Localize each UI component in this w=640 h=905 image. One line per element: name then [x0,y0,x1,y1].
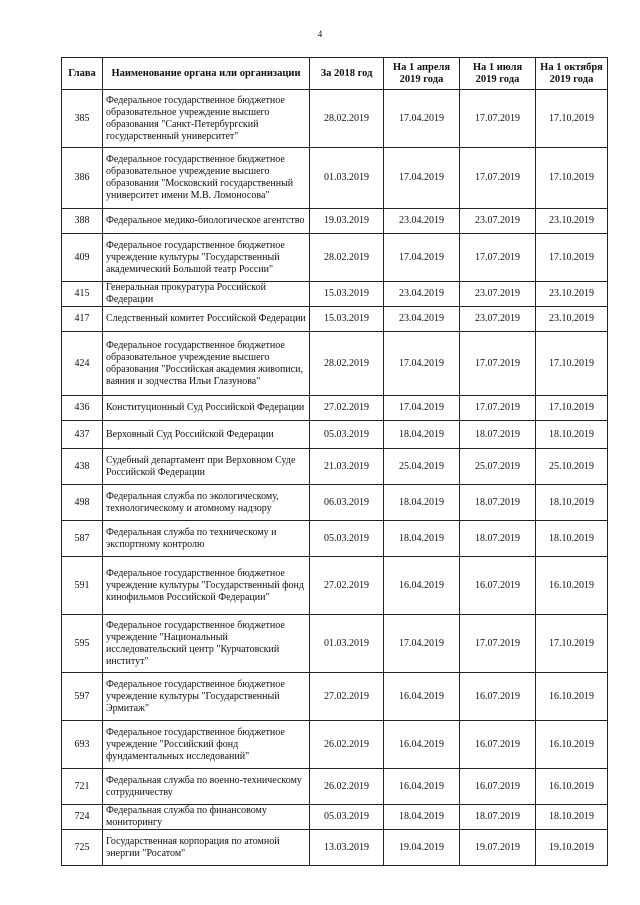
date-july: 18.07.2019 [460,521,536,557]
date-april: 16.04.2019 [384,769,460,805]
date-july: 23.07.2019 [460,209,536,234]
chapter-code: 388 [62,209,103,234]
organization-name: Государственная корпорация по атомной энергии "Росатом" [103,830,310,866]
date-october: 17.10.2019 [536,234,608,282]
table-row [62,307,608,332]
date-july: 19.07.2019 [460,830,536,866]
date-april: 23.04.2019 [384,307,460,332]
page-number: 4 [317,29,323,39]
date-april: 23.04.2019 [384,209,460,234]
date-october: 17.10.2019 [536,90,608,148]
date-2018: 01.03.2019 [310,148,384,209]
date-april: 25.04.2019 [384,449,460,485]
date-july: 17.07.2019 [460,615,536,673]
date-october: 18.10.2019 [536,805,608,830]
table-row [62,615,608,673]
organization-name: Федеральное государственное бюджетное образовательное учреждение высшего образования "Санкт-Петербургский государственный университет" [103,90,310,148]
organization-name: Федеральное медико-биологическое агентство [103,209,310,234]
date-april: 16.04.2019 [384,673,460,721]
date-july: 17.07.2019 [460,396,536,421]
table-row [62,209,608,234]
date-july: 16.07.2019 [460,769,536,805]
organization-name: Федеральная служба по экологическому, технологическому и атомному надзору [103,485,310,521]
date-2018: 26.02.2019 [310,769,384,805]
date-october: 25.10.2019 [536,449,608,485]
date-october: 23.10.2019 [536,282,608,307]
table-row [62,521,608,557]
organization-name: Федеральное государственное бюджетное образовательное учреждение высшего образования "Московский государственный университет имени М.В. Ломоносова" [103,148,310,209]
date-october: 17.10.2019 [536,332,608,396]
date-2018: 05.03.2019 [310,805,384,830]
date-2018: 15.03.2019 [310,282,384,307]
date-october: 19.10.2019 [536,830,608,866]
date-2018: 13.03.2019 [310,830,384,866]
date-april: 16.04.2019 [384,557,460,615]
table-row [62,421,608,449]
date-april: 17.04.2019 [384,615,460,673]
date-october: 18.10.2019 [536,485,608,521]
table-row [62,332,608,396]
organization-name: Федеральное государственное бюджетное образовательное учреждение высшего образования "Российская академия живописи, ваяния и зодчества Ильи Глазунова" [103,332,310,396]
date-2018: 26.02.2019 [310,721,384,769]
chapter-code: 436 [62,396,103,421]
date-july: 16.07.2019 [460,721,536,769]
date-july: 16.07.2019 [460,673,536,721]
chapter-code: 595 [62,615,103,673]
organization-name: Конституционный Суд Российской Федерации [103,396,310,421]
date-2018: 19.03.2019 [310,209,384,234]
header-july: На 1 июля 2019 года [460,58,536,90]
date-2018: 28.02.2019 [310,90,384,148]
date-april: 18.04.2019 [384,521,460,557]
organization-name: Федеральная служба по финансовому мониторингу [103,805,310,830]
organization-name: Следственный комитет Российской Федерации [103,307,310,332]
header-chapter: Глава [62,58,103,90]
chapter-code: 597 [62,673,103,721]
header-2018: За 2018 год [310,58,384,90]
chapter-code: 415 [62,282,103,307]
chapter-code: 721 [62,769,103,805]
date-october: 23.10.2019 [536,209,608,234]
table-header-row [62,58,608,90]
table-row [62,234,608,282]
organization-name: Генеральная прокуратура Российской Федерации [103,282,310,307]
organization-name: Федеральная служба по техническому и экспортному контролю [103,521,310,557]
table-row [62,673,608,721]
date-2018: 21.03.2019 [310,449,384,485]
date-april: 17.04.2019 [384,396,460,421]
chapter-code: 385 [62,90,103,148]
date-july: 25.07.2019 [460,449,536,485]
table-row [62,148,608,209]
date-july: 18.07.2019 [460,421,536,449]
date-2018: 05.03.2019 [310,521,384,557]
organization-name: Верховный Суд Российской Федерации [103,421,310,449]
date-april: 18.04.2019 [384,805,460,830]
table-row [62,830,608,866]
chapter-code: 437 [62,421,103,449]
date-july: 17.07.2019 [460,148,536,209]
date-april: 19.04.2019 [384,830,460,866]
chapter-code: 424 [62,332,103,396]
chapter-code: 693 [62,721,103,769]
date-july: 23.07.2019 [460,282,536,307]
date-october: 18.10.2019 [536,421,608,449]
date-2018: 06.03.2019 [310,485,384,521]
table-row [62,557,608,615]
table-row [62,485,608,521]
table-row [62,396,608,421]
organization-name: Судебный департамент при Верховном Суде Российской Федерации [103,449,310,485]
date-october: 18.10.2019 [536,521,608,557]
date-october: 16.10.2019 [536,769,608,805]
date-april: 17.04.2019 [384,234,460,282]
organization-name: Федеральное государственное бюджетное учреждение культуры "Государственный академический Большой театр России" [103,234,310,282]
date-2018: 01.03.2019 [310,615,384,673]
table-row [62,805,608,830]
date-july: 17.07.2019 [460,234,536,282]
date-july: 16.07.2019 [460,557,536,615]
organization-name: Федеральная служба по военно-техническому сотрудничеству [103,769,310,805]
date-2018: 27.02.2019 [310,673,384,721]
reporting-schedule-table [61,57,608,866]
table-row [62,282,608,307]
date-october: 16.10.2019 [536,721,608,769]
date-july: 18.07.2019 [460,485,536,521]
date-2018: 27.02.2019 [310,396,384,421]
date-april: 17.04.2019 [384,148,460,209]
date-april: 23.04.2019 [384,282,460,307]
date-october: 17.10.2019 [536,615,608,673]
chapter-code: 587 [62,521,103,557]
date-april: 16.04.2019 [384,721,460,769]
header-organization-name: Наименование органа или организации [103,58,310,90]
date-july: 17.07.2019 [460,90,536,148]
organization-name: Федеральное государственное бюджетное учреждение "Российский фонд фундаментальных исследований" [103,721,310,769]
date-october: 17.10.2019 [536,396,608,421]
chapter-code: 724 [62,805,103,830]
date-2018: 15.03.2019 [310,307,384,332]
chapter-code: 498 [62,485,103,521]
date-2018: 28.02.2019 [310,332,384,396]
chapter-code: 417 [62,307,103,332]
date-april: 17.04.2019 [384,332,460,396]
date-july: 23.07.2019 [460,307,536,332]
date-july: 18.07.2019 [460,805,536,830]
table-row [62,769,608,805]
chapter-code: 591 [62,557,103,615]
date-april: 17.04.2019 [384,90,460,148]
header-october: На 1 октября 2019 года [536,58,608,90]
date-july: 17.07.2019 [460,332,536,396]
organization-name: Федеральное государственное бюджетное учреждение "Национальный исследовательский центр "Курчатовский институт" [103,615,310,673]
table-row [62,449,608,485]
header-april: На 1 апреля 2019 года [384,58,460,90]
date-october: 16.10.2019 [536,557,608,615]
table-row [62,90,608,148]
chapter-code: 409 [62,234,103,282]
date-october: 16.10.2019 [536,673,608,721]
chapter-code: 386 [62,148,103,209]
chapter-code: 438 [62,449,103,485]
organization-name: Федеральное государственное бюджетное учреждение культуры "Государственный Эрмитаж" [103,673,310,721]
date-april: 18.04.2019 [384,485,460,521]
date-october: 17.10.2019 [536,148,608,209]
date-2018: 28.02.2019 [310,234,384,282]
table-row [62,721,608,769]
date-october: 23.10.2019 [536,307,608,332]
date-april: 18.04.2019 [384,421,460,449]
chapter-code: 725 [62,830,103,866]
date-2018: 27.02.2019 [310,557,384,615]
organization-name: Федеральное государственное бюджетное учреждение культуры "Государственный фонд кинофильмов Российской Федерации" [103,557,310,615]
date-2018: 05.03.2019 [310,421,384,449]
